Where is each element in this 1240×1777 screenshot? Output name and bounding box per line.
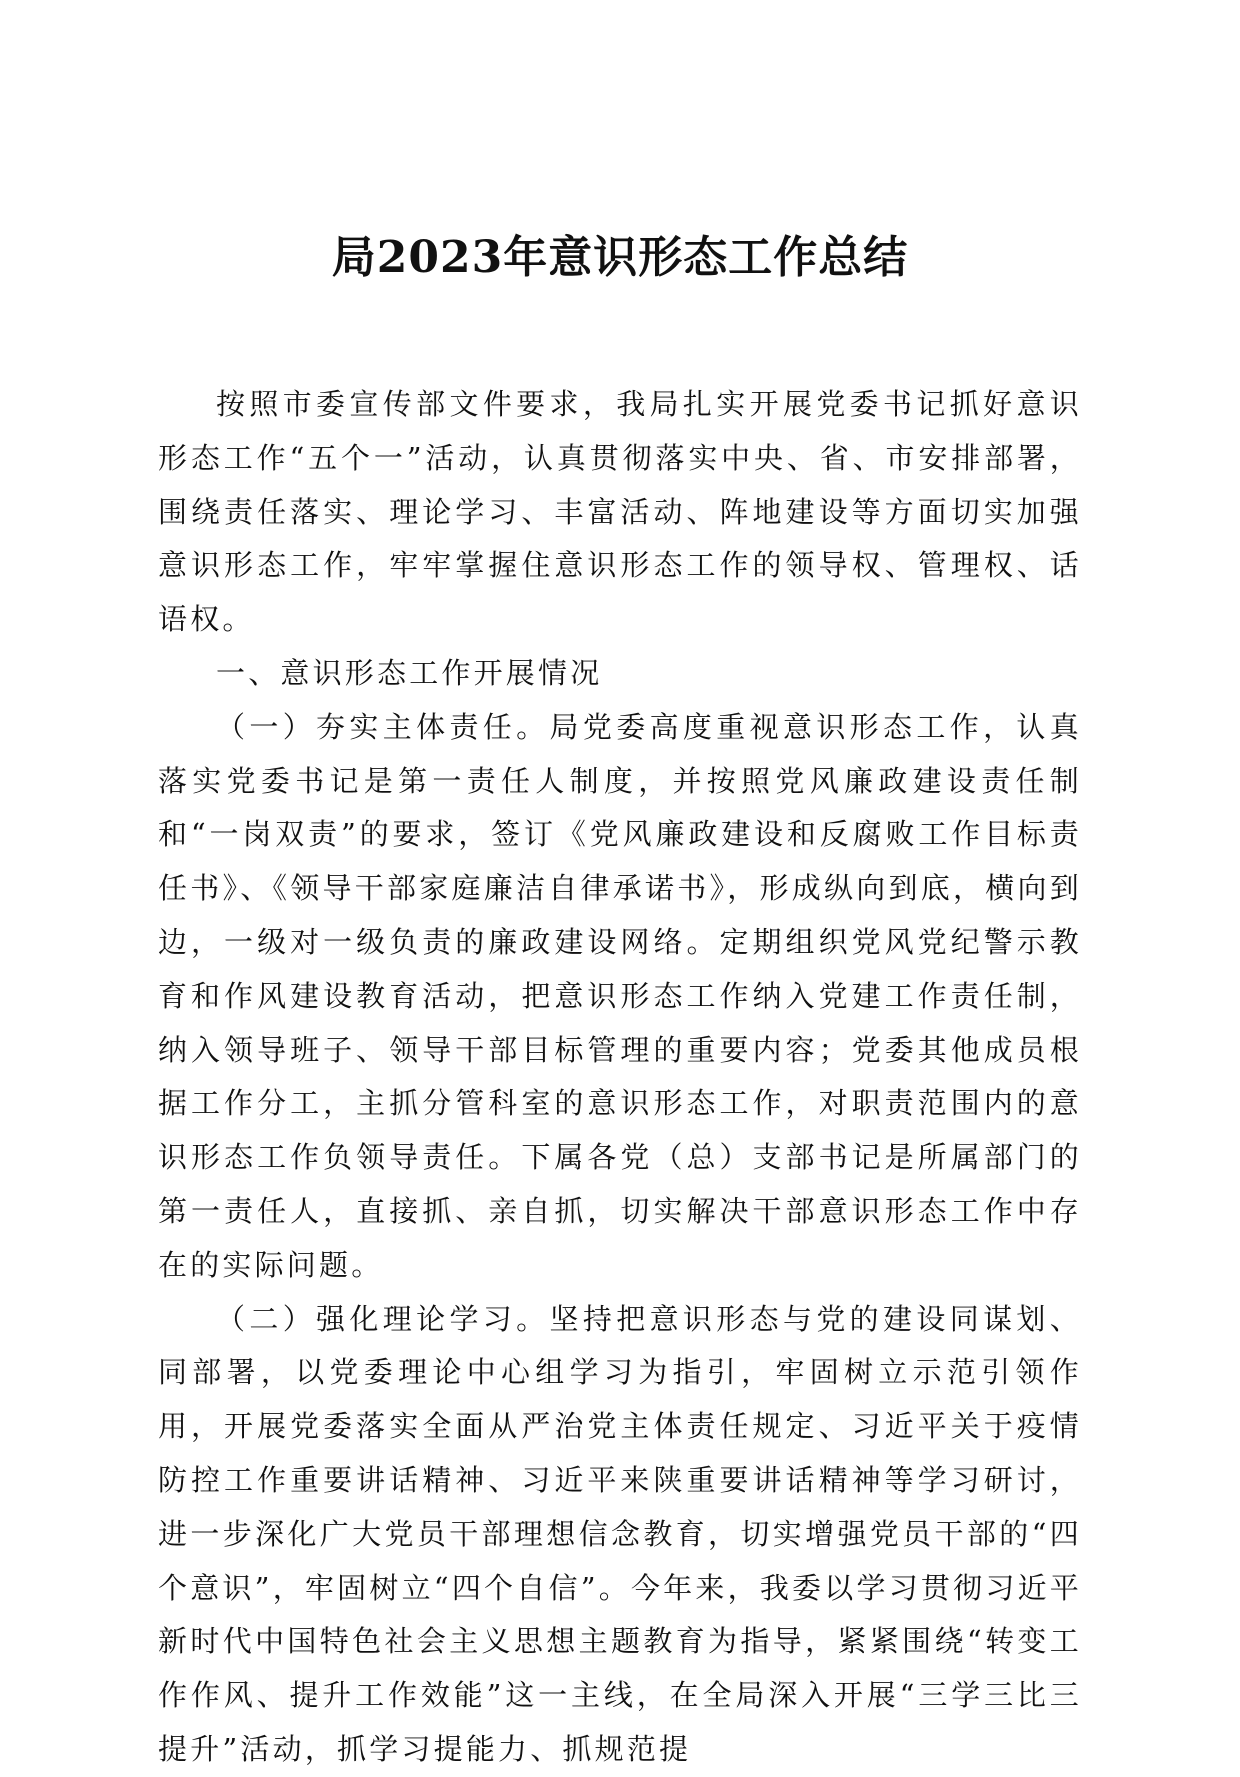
section-heading: 一、意识形态工作开展情况 xyxy=(216,655,603,690)
subsection-1-text: 局党委高度重视意识形态工作，认真落实党委书记是第一责任人制度，并按照党风廉政建设责任制和“一岗双责”的要求，签订《党风廉政建设和反腐败工作目标责任书》、《领导干部家庭廉洁自律承诺书》，形成纵向到底，横向到边，一级对一级负责的廉政建设网络。定期组织党风党纪警示教育和作风建设教育活动，把意识形态工作纳入党建工作责任制，纳入领导班子、领导干部目标管理的重要内容；党委其他成员根据工作分工，主抓分管科室的意识形态工作，对职责范围内的意识形态工作负领导责任。下属各党（总）支部书记是所属部门的第一责任人，直接抓、亲自抓，切实解决干部意识形态工作中存在的实际问题。 xyxy=(158,709,1082,1282)
subsection-2-heading: （二）强化理论学习。 xyxy=(216,1301,550,1336)
subsection-1-paragraph xyxy=(158,701,1082,1293)
subsection-1-heading: （一）夯实主体责任。 xyxy=(216,709,550,744)
subsection-2-paragraph xyxy=(158,1293,1082,1777)
subsection-2-text: 坚持把意识形态与党的建设同谋划、同部署，以党委理论中心组学习为指引，牢固树立示范引领作用，开展党委落实全面从严治党主体责任规定、习近平关于疫情防控工作重要讲话精神、习近平来陕重要讲话精神等学习研讨，进一步深化广大党员干部理想信念教育，切实增强党员干部的“四个意识”，牢固树立“四个自信”。今年来，我委以学习贯彻习近平新时代中国特色社会主义思想主题教育为指导，紧紧围绕“转变工作作风、提升工作效能”这一主线，在全局深入开展“三学三比三提升”活动，抓学习提能力、抓规范提 xyxy=(158,1301,1082,1766)
document-body xyxy=(158,378,1082,1777)
document-title: 局2023年意识形态工作总结 xyxy=(331,232,909,283)
intro-paragraph: 按照市委宣传部文件要求，我局扎实开展党委书记抓好意识形态工作“五个一”活动，认真贯彻落实中央、省、市安排部署，围绕责任落实、理论学习、丰富活动、阵地建设等方面切实加强意识形态工作，牢牢掌握住意识形态工作的领导权、管理权、话语权。 xyxy=(158,387,1082,637)
